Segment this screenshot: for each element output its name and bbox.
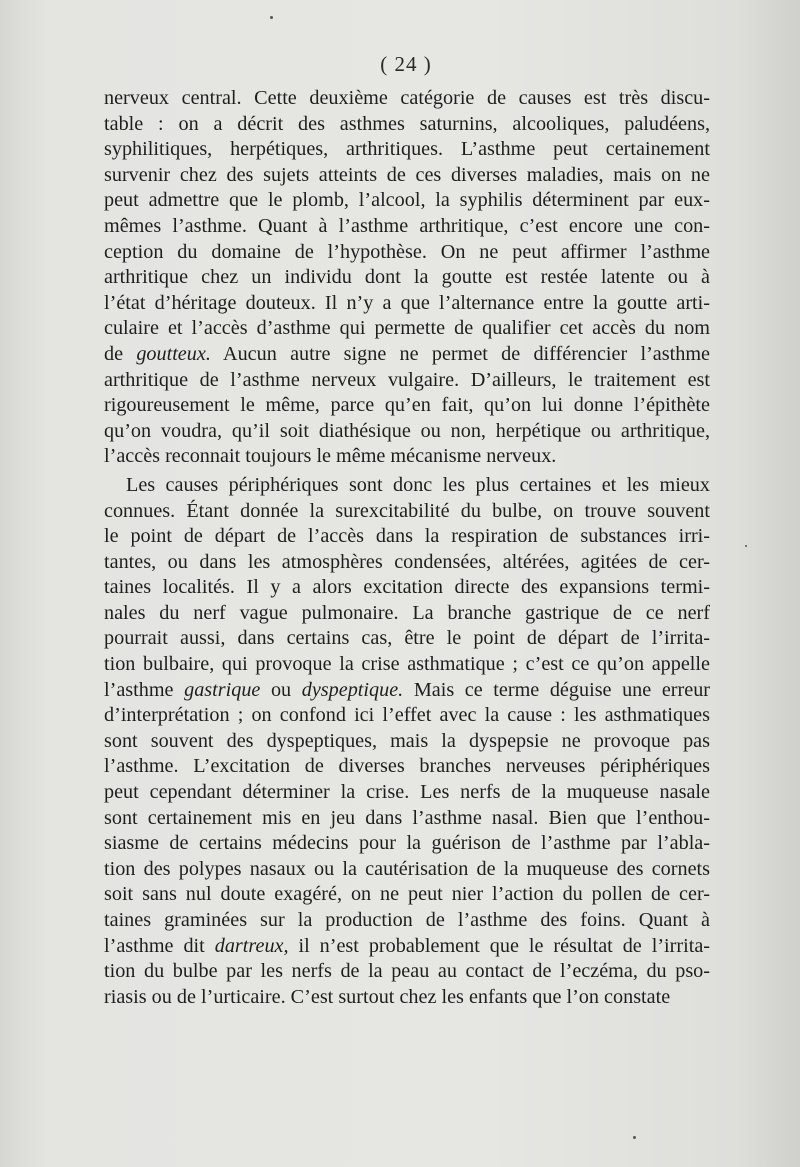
text-line: de goutteux. Aucun autre signe ne permet de différencier l’asthme xyxy=(104,342,710,365)
page-number: ( 24 ) xyxy=(380,52,432,76)
text-line: l’état d’héritage douteux. Il n’y a que l’alternance entre la goutte arti- xyxy=(104,291,710,314)
text-line: arthritique chez un individu dont la goutte est restée latente ou à xyxy=(104,266,710,289)
scan-speck xyxy=(270,16,273,19)
text-line: tion bulbaire, qui provoque la crise asthmatique ; c’est ce qu’on appelle xyxy=(104,653,710,676)
text-line: peut admettre que le plomb, l’alcool, la syphilis déterminent par eux- xyxy=(104,189,710,212)
text-line: nerveux central. Cette deuxième catégorie de causes est très discu- xyxy=(104,87,710,109)
text-line: mêmes l’asthme. Quant à l’asthme arthritique, c’est encore une con- xyxy=(104,214,710,237)
text-line: tion du bulbe par les nerfs de la peau au contact de l’eczéma, du pso- xyxy=(104,960,710,983)
text-line: d’interprétation ; on confond ici l’effet avec la cause : les asthmatiques xyxy=(104,704,710,727)
text-line: table : on a décrit des asthmes saturnins, alcooliques, paludéens, xyxy=(104,112,710,135)
text-line: pourrait aussi, dans certains cas, être le point de départ de l’irrita- xyxy=(104,627,710,650)
italic-term: goutteux. xyxy=(136,342,211,365)
text-line: nales du nerf vague pulmonaire. La branche gastrique de ce nerf xyxy=(104,601,710,624)
text-line: peut cependant déterminer la crise. Les nerfs de la muqueuse nasale xyxy=(104,781,710,804)
text-line: siasme de certains médecins pour la guérison de l’asthme par l’abla- xyxy=(104,832,710,855)
text-line: sont souvent des dyspeptiques, mais la dyspepsie ne provoque pas xyxy=(104,729,710,752)
paragraph xyxy=(104,473,710,1010)
text-line: riasis ou de l’urticaire. C’est surtout chez les enfants que l’on constate xyxy=(104,985,671,1008)
body-text xyxy=(104,86,710,1010)
text-line: l’accès reconnait toujours le même mécanisme nerveux. xyxy=(104,445,557,468)
text-line: ception du domaine de l’hypothèse. On ne peut affirmer l’asthme xyxy=(104,240,710,263)
text-line: l’asthme gastrique ou dyspeptique. Mais ce terme déguise une erreur xyxy=(104,678,711,701)
text-line: connues. Étant donnée la surexcitabilité du bulbe, on trouve souvent xyxy=(104,499,710,522)
text-line: le point de départ de l’accès dans la respiration de substances irri- xyxy=(104,525,710,548)
scan-speck xyxy=(745,545,747,547)
text-line: l’asthme dit dartreux, il n’est probablement que le résultat de l’irrita- xyxy=(104,934,710,957)
text-line: l’asthme. L’excitation de diverses branches nerveuses périphériques xyxy=(104,755,710,778)
text-line: arthritique de l’asthme nerveux vulgaire. D’ailleurs, le traitement est xyxy=(104,368,710,391)
scan-speck xyxy=(633,1136,636,1139)
text-line: Les causes périphériques sont donc les plus certaines et les mieux xyxy=(126,473,710,496)
text-line: qu’on voudra, qu’il soit diathésique ou non, herpétique ou arthritique, xyxy=(104,419,710,442)
text-line: tantes, ou dans les atmosphères condensées, altérées, agitées de cer- xyxy=(104,550,710,573)
text-line: syphilitiques, herpétiques, arthritiques. L’asthme peut certainement xyxy=(104,138,710,161)
paragraph xyxy=(104,86,710,470)
text-line: tion des polypes nasaux ou la cautérisation de la muqueuse des cornets xyxy=(104,857,710,880)
italic-term: dartreux, xyxy=(214,934,289,957)
text-line: taines graminées sur la production de l’asthme des foins. Quant à xyxy=(104,909,710,931)
italic-term: dyspeptique. xyxy=(301,678,404,701)
text-line: sont certainement mis en jeu dans l’asthme nasal. Bien que l’enthou- xyxy=(104,806,710,829)
text-line: taines localités. Il y a alors excitation directe des expansions termi- xyxy=(104,576,710,599)
text-line: survenir chez des sujets atteints de ces diverses maladies, mais on ne xyxy=(104,163,710,186)
text-line: rigoureusement le même, parce qu’en fait, qu’on lui donne l’épithète xyxy=(104,394,710,417)
italic-term: gastrique xyxy=(184,678,261,701)
text-line: culaire et l’accès d’asthme qui permette de qualifier cet accès du nom xyxy=(104,317,710,340)
text-line: soit sans nul doute exagéré, on ne peut nier l’action du pollen de cer- xyxy=(104,883,710,906)
